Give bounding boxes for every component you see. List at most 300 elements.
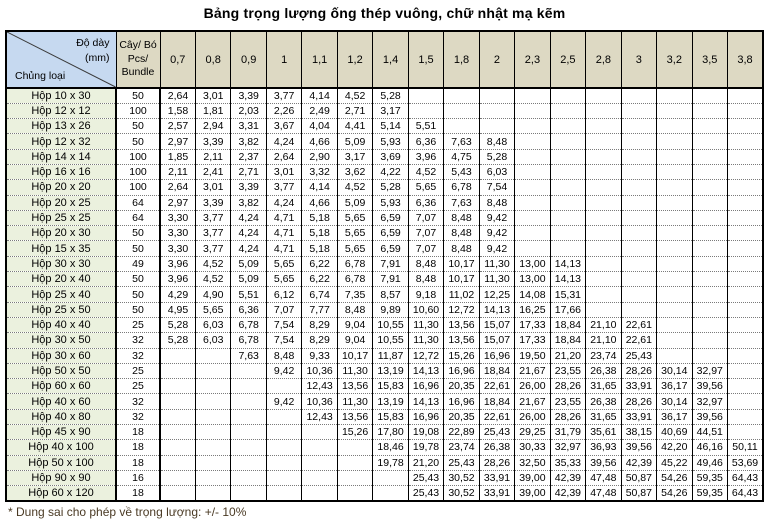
pcs-value: 25 bbox=[116, 317, 160, 332]
weight-cell bbox=[586, 164, 621, 179]
weight-cell: 30,14 bbox=[657, 363, 692, 378]
weight-cell bbox=[231, 470, 266, 485]
weight-cell bbox=[728, 287, 764, 302]
weight-cell: 5,65 bbox=[337, 226, 372, 241]
weight-cell: 5,65 bbox=[408, 180, 443, 195]
weight-cell bbox=[231, 379, 266, 394]
weight-cell: 6,78 bbox=[231, 333, 266, 348]
weight-cell bbox=[160, 379, 195, 394]
weight-cell bbox=[195, 455, 230, 470]
weight-cell bbox=[444, 119, 479, 134]
weight-cell: 8,48 bbox=[408, 272, 443, 287]
weight-cell: 26,00 bbox=[515, 379, 550, 394]
weight-cell bbox=[728, 103, 764, 118]
table-row bbox=[6, 210, 763, 225]
pcs-header-line: Bundle bbox=[121, 66, 155, 79]
weight-cell bbox=[621, 226, 656, 241]
thickness-unit-label: (mm) bbox=[85, 52, 110, 64]
weight-cell: 5,65 bbox=[266, 272, 301, 287]
weight-cell: 3,17 bbox=[373, 103, 408, 118]
weight-cell: 23,74 bbox=[586, 348, 621, 363]
pcs-value: 100 bbox=[116, 180, 160, 195]
weight-cell: 21,67 bbox=[515, 394, 550, 409]
weight-cell: 17,33 bbox=[515, 333, 550, 348]
weight-cell: 2,97 bbox=[160, 195, 195, 210]
weight-cell bbox=[550, 149, 585, 164]
row-label: Hộp 30 x 60 bbox=[6, 348, 116, 363]
weight-cell bbox=[160, 394, 195, 409]
weight-cell: 13,00 bbox=[515, 272, 550, 287]
weight-cell: 13,19 bbox=[373, 363, 408, 378]
corner-cell bbox=[6, 31, 116, 88]
weight-cell: 18,84 bbox=[479, 394, 514, 409]
weight-cell bbox=[195, 363, 230, 378]
weight-cell: 2,11 bbox=[160, 164, 195, 179]
weight-cell bbox=[728, 241, 764, 256]
weight-cell: 7,91 bbox=[373, 256, 408, 271]
weight-cell: 7,07 bbox=[408, 241, 443, 256]
weight-cell: 3,77 bbox=[195, 226, 230, 241]
page-title: Bảng trọng lượng ống thép vuông, chữ nhật mạ kẽm bbox=[203, 5, 566, 21]
weight-cell bbox=[621, 103, 656, 118]
table-row bbox=[6, 317, 763, 332]
weight-cell: 9,18 bbox=[408, 287, 443, 302]
table-row bbox=[6, 348, 763, 363]
weight-cell: 11,30 bbox=[337, 363, 372, 378]
pcs-value: 18 bbox=[116, 486, 160, 501]
weight-cell: 13,56 bbox=[337, 409, 372, 424]
weight-cell bbox=[586, 241, 621, 256]
weight-cell bbox=[621, 119, 656, 134]
weight-cell bbox=[302, 486, 337, 501]
weight-cell: 5,51 bbox=[231, 287, 266, 302]
weight-cell bbox=[550, 119, 585, 134]
pcs-value: 32 bbox=[116, 409, 160, 424]
weight-cell: 6,74 bbox=[302, 287, 337, 302]
table-row bbox=[6, 409, 763, 424]
weight-cell: 7,77 bbox=[302, 302, 337, 317]
weight-cell: 6,22 bbox=[302, 272, 337, 287]
weight-cell: 2,97 bbox=[160, 134, 195, 149]
weight-cell: 9,42 bbox=[266, 394, 301, 409]
weight-cell bbox=[408, 103, 443, 118]
weight-cell: 8,48 bbox=[479, 195, 514, 210]
weight-cell: 21,10 bbox=[586, 317, 621, 332]
table-row bbox=[6, 195, 763, 210]
weight-cell: 5,14 bbox=[373, 119, 408, 134]
weight-cell: 5,18 bbox=[302, 241, 337, 256]
weight-cell bbox=[728, 317, 764, 332]
row-label: Hộp 40 x 100 bbox=[6, 440, 116, 455]
weight-cell bbox=[728, 119, 764, 134]
weight-cell: 22,89 bbox=[444, 425, 479, 440]
weight-cell bbox=[728, 363, 764, 378]
weight-cell: 23,55 bbox=[550, 363, 585, 378]
weight-cell: 39,56 bbox=[621, 440, 656, 455]
weight-cell: 64,43 bbox=[728, 486, 764, 501]
weight-cell bbox=[586, 119, 621, 134]
weight-cell bbox=[692, 180, 727, 195]
row-label: Hộp 15 x 35 bbox=[6, 241, 116, 256]
weight-cell: 6,59 bbox=[373, 210, 408, 225]
weight-cell: 14,13 bbox=[408, 363, 443, 378]
weight-cell: 17,66 bbox=[550, 302, 585, 317]
weight-cell: 25,43 bbox=[479, 425, 514, 440]
pcs-value: 18 bbox=[116, 440, 160, 455]
weight-cell bbox=[657, 287, 692, 302]
weight-cell: 4,95 bbox=[160, 302, 195, 317]
weight-cell: 11,30 bbox=[479, 272, 514, 287]
weight-cell: 3,62 bbox=[337, 164, 372, 179]
weight-cell: 4,24 bbox=[231, 241, 266, 256]
weight-cell: 5,28 bbox=[160, 317, 195, 332]
weight-cell: 10,55 bbox=[373, 317, 408, 332]
weight-cell bbox=[657, 195, 692, 210]
weight-cell: 2,90 bbox=[302, 149, 337, 164]
weight-cell: 19,08 bbox=[408, 425, 443, 440]
thickness-header: 2,3 bbox=[515, 31, 550, 88]
weight-cell bbox=[621, 241, 656, 256]
weight-cell bbox=[266, 409, 301, 424]
weight-cell: 14,13 bbox=[408, 394, 443, 409]
weight-cell: 2,64 bbox=[160, 180, 195, 195]
pcs-value: 49 bbox=[116, 256, 160, 271]
weight-cell: 33,91 bbox=[479, 486, 514, 501]
weight-cell: 13,00 bbox=[515, 256, 550, 271]
pcs-value: 32 bbox=[116, 333, 160, 348]
weight-cell: 6,36 bbox=[408, 195, 443, 210]
weight-cell: 9,42 bbox=[266, 363, 301, 378]
weight-cell: 26,38 bbox=[586, 394, 621, 409]
weight-cell: 3,30 bbox=[160, 226, 195, 241]
weight-cell: 36,17 bbox=[657, 379, 692, 394]
weight-cell bbox=[692, 241, 727, 256]
weight-cell bbox=[231, 363, 266, 378]
weight-cell: 7,35 bbox=[337, 287, 372, 302]
weight-cell bbox=[728, 164, 764, 179]
thickness-header: 3,2 bbox=[657, 31, 692, 88]
weight-cell bbox=[515, 119, 550, 134]
weight-cell: 22,61 bbox=[479, 409, 514, 424]
weight-cell bbox=[160, 409, 195, 424]
weight-cell: 31,65 bbox=[586, 379, 621, 394]
weight-cell bbox=[692, 256, 727, 271]
weight-cell bbox=[195, 348, 230, 363]
table-row bbox=[6, 256, 763, 271]
weight-cell: 25,43 bbox=[408, 486, 443, 501]
weight-cell bbox=[302, 455, 337, 470]
table-row bbox=[6, 302, 763, 317]
weight-cell: 4,41 bbox=[337, 119, 372, 134]
weight-cell bbox=[266, 379, 301, 394]
table-row bbox=[6, 226, 763, 241]
weight-cell bbox=[515, 210, 550, 225]
weight-cell: 53,69 bbox=[728, 455, 764, 470]
weight-cell bbox=[586, 226, 621, 241]
row-label: Hộp 30 x 30 bbox=[6, 256, 116, 271]
row-label: Hộp 14 x 14 bbox=[6, 149, 116, 164]
row-label: Hộp 60 x 120 bbox=[6, 486, 116, 501]
weight-cell: 21,10 bbox=[586, 333, 621, 348]
weight-cell: 2,71 bbox=[337, 103, 372, 118]
weight-cell: 9,42 bbox=[479, 226, 514, 241]
weight-cell: 14,13 bbox=[550, 272, 585, 287]
pcs-value: 50 bbox=[116, 302, 160, 317]
weight-cell bbox=[586, 302, 621, 317]
weight-cell: 39,56 bbox=[692, 379, 727, 394]
weight-cell: 2,94 bbox=[195, 119, 230, 134]
weight-cell: 5,28 bbox=[160, 333, 195, 348]
weight-cell: 18,84 bbox=[479, 363, 514, 378]
thickness-header: 0,9 bbox=[231, 31, 266, 88]
weight-cell bbox=[266, 486, 301, 501]
weight-cell bbox=[621, 88, 656, 103]
weight-cell: 4,24 bbox=[266, 134, 301, 149]
row-label: Hộp 50 x 50 bbox=[6, 363, 116, 378]
weight-cell: 54,26 bbox=[657, 486, 692, 501]
weight-cell: 10,60 bbox=[408, 302, 443, 317]
weight-cell: 18,84 bbox=[550, 317, 585, 332]
weight-cell: 3,39 bbox=[195, 134, 230, 149]
thickness-header: 1,4 bbox=[373, 31, 408, 88]
weight-cell: 6,78 bbox=[337, 256, 372, 271]
row-label: Hộp 25 x 50 bbox=[6, 302, 116, 317]
weight-cell: 29,25 bbox=[515, 425, 550, 440]
weight-cell bbox=[479, 119, 514, 134]
weight-cell bbox=[586, 180, 621, 195]
thickness-header: 1,5 bbox=[408, 31, 443, 88]
weight-cell bbox=[692, 164, 727, 179]
weight-cell bbox=[621, 272, 656, 287]
thickness-header: 3,8 bbox=[728, 31, 764, 88]
weight-cell: 14,13 bbox=[479, 302, 514, 317]
table-row bbox=[6, 379, 763, 394]
weight-cell: 1,85 bbox=[160, 149, 195, 164]
table-row bbox=[6, 134, 763, 149]
weight-cell bbox=[337, 455, 372, 470]
weight-cell: 6,03 bbox=[479, 164, 514, 179]
weight-cell: 26,38 bbox=[586, 363, 621, 378]
thickness-header: 1 bbox=[266, 31, 301, 88]
weight-cell bbox=[586, 103, 621, 118]
weight-cell bbox=[657, 134, 692, 149]
weight-cell bbox=[195, 394, 230, 409]
weight-cell: 3,01 bbox=[195, 180, 230, 195]
weight-cell bbox=[586, 272, 621, 287]
weight-cell: 5,09 bbox=[337, 195, 372, 210]
weight-cell bbox=[657, 348, 692, 363]
weight-cell: 38,15 bbox=[621, 425, 656, 440]
weight-cell: 15,26 bbox=[337, 425, 372, 440]
weight-cell: 32,97 bbox=[692, 394, 727, 409]
weight-cell bbox=[586, 256, 621, 271]
pcs-value: 100 bbox=[116, 149, 160, 164]
weight-cell bbox=[550, 241, 585, 256]
weight-cell: 3,39 bbox=[231, 88, 266, 103]
weight-cell: 3,96 bbox=[408, 149, 443, 164]
weight-cell: 4,66 bbox=[302, 134, 337, 149]
weight-cell: 9,89 bbox=[373, 302, 408, 317]
weight-cell: 49,46 bbox=[692, 455, 727, 470]
weight-cell bbox=[621, 134, 656, 149]
weight-cell bbox=[692, 317, 727, 332]
weight-cell: 3,32 bbox=[302, 164, 337, 179]
weight-cell: 54,26 bbox=[657, 470, 692, 485]
weight-cell: 3,30 bbox=[160, 241, 195, 256]
weight-cell bbox=[160, 486, 195, 501]
thickness-header: 2,8 bbox=[586, 31, 621, 88]
weight-cell: 3,69 bbox=[373, 149, 408, 164]
weight-cell bbox=[728, 409, 764, 424]
weight-cell: 23,74 bbox=[444, 440, 479, 455]
weight-cell: 36,93 bbox=[586, 440, 621, 455]
row-label: Hộp 20 x 20 bbox=[6, 180, 116, 195]
weight-cell bbox=[231, 440, 266, 455]
weight-cell: 10,17 bbox=[444, 256, 479, 271]
weight-cell: 2,57 bbox=[160, 119, 195, 134]
weight-cell bbox=[444, 103, 479, 118]
weight-cell bbox=[515, 134, 550, 149]
weight-cell: 32,50 bbox=[515, 455, 550, 470]
weight-cell: 59,35 bbox=[692, 470, 727, 485]
weight-cell bbox=[621, 256, 656, 271]
weight-cell: 4,24 bbox=[231, 210, 266, 225]
weight-cell: 7,63 bbox=[444, 134, 479, 149]
weight-cell: 47,48 bbox=[586, 470, 621, 485]
weight-cell: 3,30 bbox=[160, 210, 195, 225]
weight-cell: 3,39 bbox=[195, 195, 230, 210]
weight-cell: 9,33 bbox=[302, 348, 337, 363]
weight-cell: 8,48 bbox=[479, 134, 514, 149]
weight-cell: 2,03 bbox=[231, 103, 266, 118]
weight-cell bbox=[231, 425, 266, 440]
weight-cell: 10,17 bbox=[337, 348, 372, 363]
weight-cell bbox=[231, 409, 266, 424]
weight-cell: 13,19 bbox=[373, 394, 408, 409]
weight-cell bbox=[266, 425, 301, 440]
weight-cell: 6,12 bbox=[266, 287, 301, 302]
row-label: Hộp 40 x 80 bbox=[6, 409, 116, 424]
weight-cell: 22,61 bbox=[479, 379, 514, 394]
weight-cell: 42,39 bbox=[550, 486, 585, 501]
thickness-header: 0,8 bbox=[195, 31, 230, 88]
weight-cell: 6,78 bbox=[337, 272, 372, 287]
thickness-axis-label: Độ dày bbox=[76, 37, 110, 49]
weight-cell bbox=[657, 180, 692, 195]
weight-cell: 5,65 bbox=[337, 241, 372, 256]
table-row bbox=[6, 88, 763, 103]
table-row bbox=[6, 103, 763, 118]
weight-cell: 5,18 bbox=[302, 226, 337, 241]
weight-cell bbox=[692, 226, 727, 241]
weight-cell: 4,71 bbox=[266, 241, 301, 256]
weight-cell: 8,48 bbox=[444, 226, 479, 241]
weight-cell: 1,58 bbox=[160, 103, 195, 118]
weight-cell: 10,55 bbox=[373, 333, 408, 348]
weight-cell: 8,48 bbox=[444, 241, 479, 256]
weight-cell bbox=[302, 425, 337, 440]
weight-cell: 22,61 bbox=[621, 333, 656, 348]
table-row bbox=[6, 440, 763, 455]
weight-cell: 32,97 bbox=[692, 363, 727, 378]
weight-cell bbox=[728, 88, 764, 103]
weight-cell: 2,41 bbox=[195, 164, 230, 179]
weight-cell bbox=[515, 195, 550, 210]
weight-cell: 5,09 bbox=[337, 134, 372, 149]
row-label: Hộp 90 x 90 bbox=[6, 470, 116, 485]
pcs-value: 25 bbox=[116, 379, 160, 394]
weight-cell: 15,83 bbox=[373, 409, 408, 424]
weight-cell: 2,71 bbox=[231, 164, 266, 179]
weight-cell: 7,07 bbox=[408, 226, 443, 241]
weight-cell: 42,39 bbox=[550, 470, 585, 485]
table-row bbox=[6, 394, 763, 409]
weight-cell bbox=[621, 149, 656, 164]
weight-cell: 2,49 bbox=[302, 103, 337, 118]
row-label: Hộp 45 x 90 bbox=[6, 425, 116, 440]
weight-cell bbox=[408, 88, 443, 103]
weight-cell: 15,07 bbox=[479, 333, 514, 348]
weight-cell: 20,35 bbox=[444, 409, 479, 424]
weight-cell: 21,20 bbox=[550, 348, 585, 363]
weight-cell: 5,65 bbox=[337, 210, 372, 225]
weight-cell bbox=[550, 134, 585, 149]
weight-cell: 4,52 bbox=[195, 272, 230, 287]
weight-cell: 35,61 bbox=[586, 425, 621, 440]
weight-cell: 12,25 bbox=[479, 287, 514, 302]
weight-cell: 30,33 bbox=[515, 440, 550, 455]
weight-cell: 50,87 bbox=[621, 470, 656, 485]
weight-cell bbox=[728, 394, 764, 409]
weight-cell: 39,56 bbox=[692, 409, 727, 424]
weight-cell: 25,43 bbox=[444, 455, 479, 470]
table-row bbox=[6, 287, 763, 302]
weight-cell: 6,78 bbox=[444, 180, 479, 195]
thickness-header: 3 bbox=[621, 31, 656, 88]
weight-cell bbox=[657, 103, 692, 118]
weight-cell bbox=[728, 302, 764, 317]
weight-cell: 4,24 bbox=[231, 226, 266, 241]
weight-cell bbox=[586, 88, 621, 103]
weight-cell bbox=[515, 103, 550, 118]
weight-cell bbox=[160, 363, 195, 378]
weight-cell bbox=[302, 470, 337, 485]
weight-cell bbox=[586, 149, 621, 164]
weight-cell: 13,56 bbox=[337, 379, 372, 394]
weight-cell: 33,91 bbox=[621, 379, 656, 394]
weight-cell: 4,29 bbox=[160, 287, 195, 302]
pcs-header-line: Pcs/ bbox=[127, 52, 149, 65]
table-row bbox=[6, 363, 763, 378]
weight-cell bbox=[657, 256, 692, 271]
weight-cell: 19,78 bbox=[408, 440, 443, 455]
table-row bbox=[6, 180, 763, 195]
weight-cell: 32,97 bbox=[550, 440, 585, 455]
weight-cell: 4,66 bbox=[302, 195, 337, 210]
weight-cell: 22,61 bbox=[621, 317, 656, 332]
weight-cell bbox=[692, 195, 727, 210]
weight-cell: 6,22 bbox=[302, 256, 337, 271]
weight-cell bbox=[692, 103, 727, 118]
weight-cell: 30,52 bbox=[444, 486, 479, 501]
weight-cell: 4,52 bbox=[195, 256, 230, 271]
weight-cell: 45,22 bbox=[657, 455, 692, 470]
table-row bbox=[6, 455, 763, 470]
weight-cell bbox=[586, 287, 621, 302]
weight-cell bbox=[692, 149, 727, 164]
weight-cell: 25,43 bbox=[408, 470, 443, 485]
weight-cell bbox=[621, 195, 656, 210]
